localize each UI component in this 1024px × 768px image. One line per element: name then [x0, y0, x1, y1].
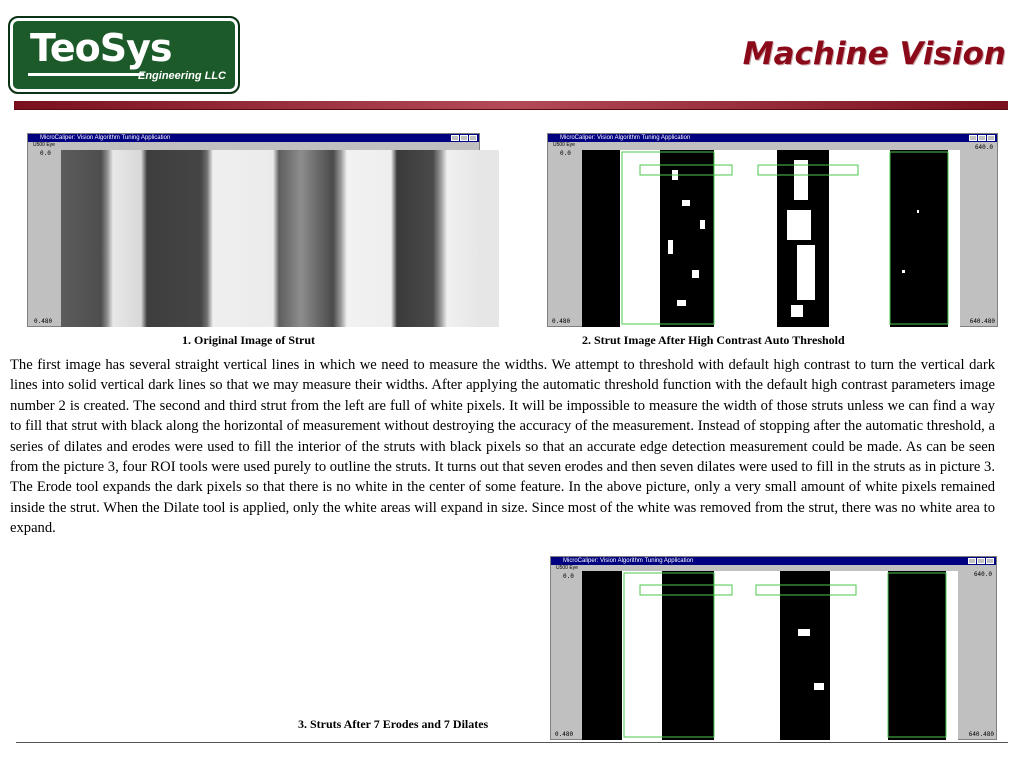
caption-image-1: 1. Original Image of Strut: [182, 333, 315, 347]
coord-bottom-left: 0.480: [34, 318, 53, 325]
strut-grayscale-image: [61, 150, 499, 327]
screenshot-eroded-dilated-strut: [550, 556, 997, 740]
window-controls: [969, 135, 995, 141]
window-menu: U500 Eye: [548, 142, 997, 149]
window-title-bar: MicroCaliper: Vision Algorithm Tuning Application: [28, 134, 479, 142]
logo-name: TeoSys: [30, 26, 172, 70]
coord-bottom-right: 640.480: [968, 731, 994, 738]
logo-rule: [28, 73, 144, 76]
strut-threshold-image: [582, 150, 960, 327]
coord-bottom-left: 0.480: [552, 318, 571, 325]
footer-divider: [16, 742, 1008, 743]
coord-bottom-right: 640.480: [969, 318, 995, 325]
caption-image-3: 3. Struts After 7 Erodes and 7 Dilates: [298, 717, 489, 731]
coord-top-right: 640.0: [974, 144, 993, 151]
slide-title: Machine Vision: [742, 36, 1006, 72]
window-menu: U500 Eye: [28, 142, 479, 149]
window-controls: [451, 135, 477, 141]
filled-struts-graphic: [582, 571, 958, 740]
logo-subtitle: Engineering LLC: [138, 70, 226, 82]
coord-top-left: 0.0: [40, 150, 51, 157]
window-menu: U500 Eye: [551, 565, 996, 572]
header-divider: [14, 101, 1008, 110]
caption-image-2: 2. Strut Image After High Contrast Auto Threshold: [582, 333, 845, 347]
window-title-bar: MicroCaliper: Vision Algorithm Tuning Application: [548, 134, 997, 142]
explanation-paragraph: The first image has several straight vertical lines in which we need to measure the widths. We attempt to threshold with default high contrast to turn the vertical dark lines into solid vertical dark lines so that we may measure their widths. After applying the automatic threshold function with the default high contrast parameters image number 2 is created. The second and third strut from the left are full of white pixels. It will be impossible to measure the width of those struts unless we can find a way to fill that strut with black along the horizontal of measurement without destroying the accuracy of the measurement. Instead of stopping after the automatic threshold, a series of dilates and erodes were used to fill the interior of the struts with black pixels so that an accurate edge detection measurement could be made. As can be seen from the picture 3, four ROI tools were used purely to outline the struts. It turns out that seven erodes and then seven dilates were used to fill in the struts as in picture 3. The Erode tool expands the dark pixels so that there is no white in the center of some feature. In the above picture, only a very small amount of white pixels remained inside the strut. When the Dilate tool is applied, only the white areas will expand in size. Since most of the white was removed from the strut, there was no white area to expand.: [10, 357, 995, 537]
coord-top-left: 0.0: [560, 150, 571, 157]
coord-top-left: 0.0: [563, 573, 574, 580]
window-title-bar: MicroCaliper: Vision Algorithm Tuning Application: [551, 557, 996, 565]
screenshot-threshold-strut: [547, 133, 998, 327]
strut-filled-image: [582, 571, 958, 740]
window-controls: [968, 558, 994, 564]
screenshot-original-strut: [27, 133, 480, 327]
coord-top-right: 640.0: [973, 571, 992, 578]
threshold-struts-graphic: [582, 150, 960, 327]
coord-bottom-left: 0.480: [555, 731, 574, 738]
teosys-logo: [8, 16, 240, 94]
